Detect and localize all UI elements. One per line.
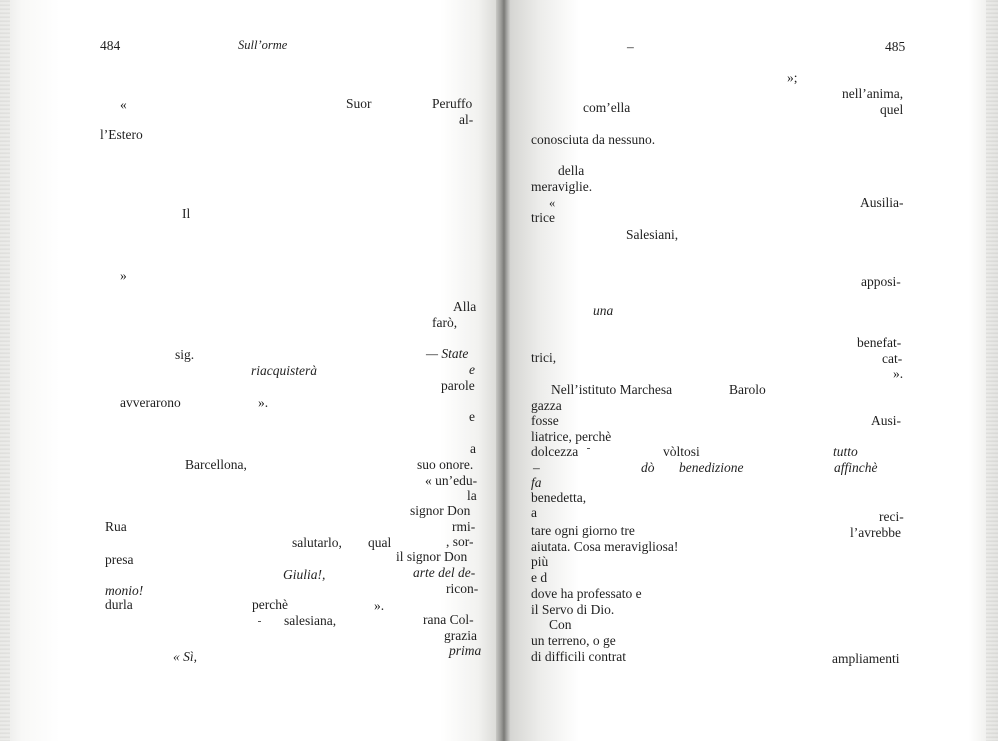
page-edge-right [986,0,998,741]
text-fragment: Ausilia- [860,195,904,210]
text-fragment: e [469,362,475,377]
text-fragment: Peruffo [432,96,473,111]
text-fragment: parole [441,378,475,393]
text-fragment: salutarlo, [292,535,342,550]
text-fragment: durla [105,597,133,612]
text-fragment: ». [374,598,385,613]
text-fragment: monio! [105,583,144,598]
text-fragment: l’Estero [100,127,143,142]
text-fragment: un terreno, o ge [531,633,616,648]
text-fragment: al- [459,112,474,127]
book-gutter [496,0,510,741]
text-fragment: salesiana, [284,613,337,628]
page-number-right: 485 [885,39,906,54]
text-fragment: qual [368,535,392,550]
dash-mark: – [627,39,634,54]
text-fragment: trice [531,210,555,225]
text-fragment: tare ogni giorno tre [531,523,635,538]
text-fragment: »; [787,70,798,85]
text-fragment: l’avrebbe [850,525,901,540]
text-fragment: rmi- [452,519,476,534]
text-fragment: più [531,554,549,569]
text-fragment: grazia [444,628,477,643]
ink-speck [587,448,590,449]
text-fragment: farò, [432,315,458,330]
text-fragment: trici, [531,350,557,365]
text-fragment: Il [182,206,191,221]
text-fragment: « un’edu- [425,473,478,488]
text-fragment: cat- [882,351,903,366]
text-fragment: – [533,460,540,475]
text-fragment: riacquisterà [251,363,317,378]
text-fragment: gazza [531,398,562,413]
text-fragment: dò [641,460,655,475]
text-fragment: perchè [252,597,288,612]
text-fragment: Rua [105,519,127,534]
right-page [499,0,998,741]
text-fragment: Giulia!, [283,567,326,582]
text-fragment: Barolo [729,382,766,397]
text-fragment: benefat- [857,335,902,350]
text-fragment: prima [449,643,482,658]
text-fragment: benedizione [679,460,744,475]
text-fragment: com’ella [583,100,631,115]
text-fragment: avverarono [120,395,181,410]
text-fragment: fosse [531,413,559,428]
text-fragment: di difficili contrat [531,649,626,664]
text-fragment: Con [549,617,572,632]
text-fragment: dove ha professato e [531,586,642,601]
text-fragment: « [120,97,127,112]
text-fragment: Barcellona, [185,457,247,472]
text-fragment: Alla [453,299,477,314]
text-fragment: fa [531,475,542,490]
text-fragment: ». [258,395,269,410]
text-fragment: vòltosi [663,444,700,459]
text-fragment: il signor Don [396,549,468,564]
text-fragment: arte del de- [413,565,476,580]
running-head: Sull’orme [238,38,288,52]
text-fragment: il Servo di Dio. [531,602,615,617]
text-fragment: a [531,505,537,520]
text-fragment: affinchè [834,460,878,475]
text-fragment: nell’anima, [842,86,904,101]
text-fragment: benedetta, [531,490,587,505]
text-fragment: ricon- [446,581,479,596]
text-fragment: presa [105,552,134,567]
text-fragment: a [470,441,476,456]
text-fragment: Salesiani, [626,227,679,242]
text-fragment: — State [426,346,469,361]
text-fragment: tutto [833,444,858,459]
ink-speck [258,621,261,622]
text-fragment: « Sì, [173,649,198,664]
text-fragment: quel [880,102,904,117]
text-fragment: e [469,409,475,424]
text-fragment: ampliamenti [832,651,900,666]
text-fragment: una [593,303,614,318]
text-fragment: Ausi- [871,413,901,428]
text-fragment: reci- [879,509,904,524]
text-fragment: ». [893,366,904,381]
text-fragment: della [558,163,585,178]
text-fragment: suo onore. [417,457,474,472]
page-edge-left [0,0,10,741]
text-fragment: apposi- [861,274,901,289]
text-fragment: Suor [346,96,372,111]
text-fragment: sig. [175,347,195,362]
text-fragment: liatrice, perchè [531,429,612,444]
text-fragment: aiutata. Cosa meravigliosa! [531,539,679,554]
text-fragment: Nell’istituto Marchesa [551,382,673,397]
page-number-left: 484 [100,38,121,53]
text-fragment: , sor- [446,534,474,549]
text-fragment: dolcezza [531,444,579,459]
text-fragment: meraviglie. [531,179,593,194]
text-fragment: e d [531,570,548,585]
text-fragment: signor Don [410,503,471,518]
text-fragment: » [120,268,127,283]
text-fragment: « [549,196,556,210]
text-fragment: rana Col- [423,612,474,627]
text-fragment: la [467,488,477,503]
text-fragment: conosciuta da nessuno. [531,132,656,147]
